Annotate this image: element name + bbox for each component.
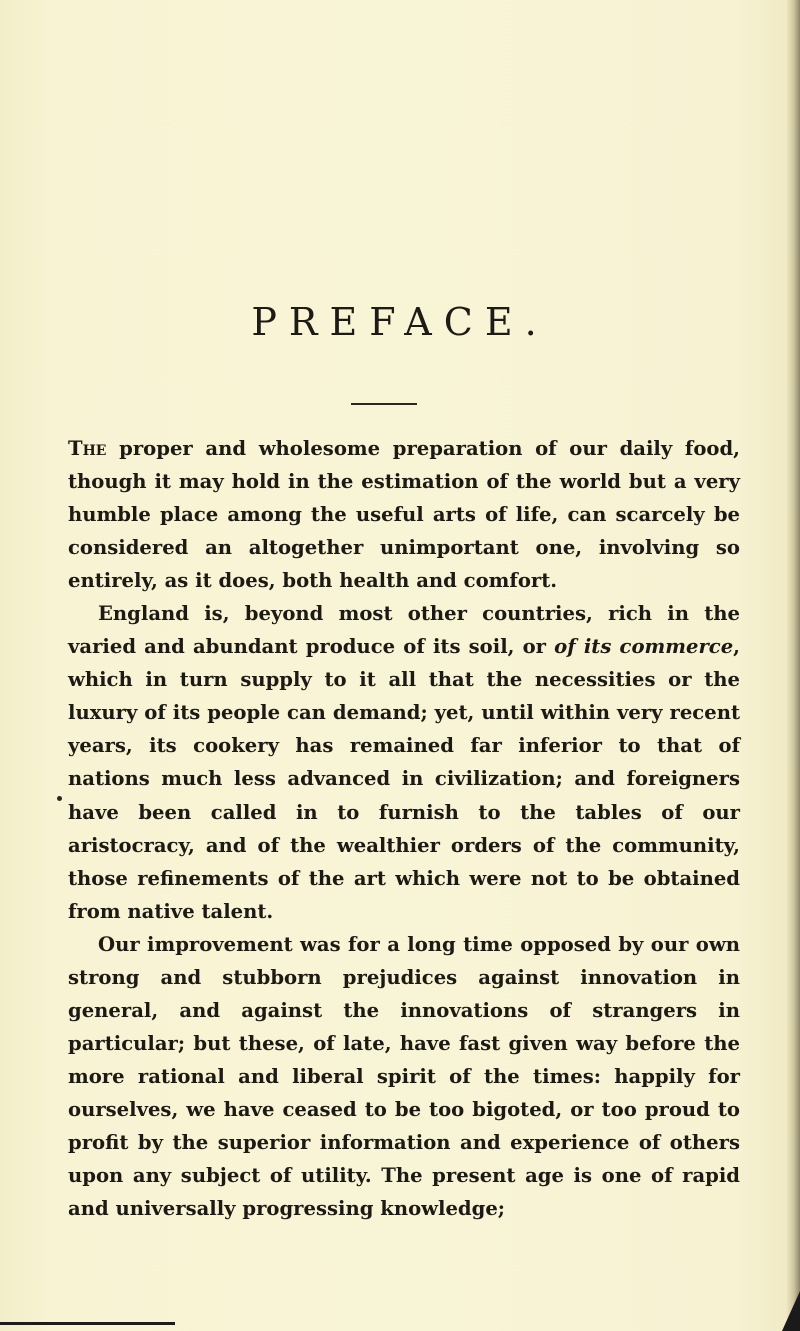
corner-mark <box>782 1291 800 1331</box>
page-edge-shadow <box>786 0 800 1331</box>
paragraph-1 <box>68 432 740 597</box>
paragraph-2-after: , which in turn supply to it all that the necessities or the luxury of its people can demand; yet, until within very recent years, its cookery has remained far inferior to that of nations much less advanced in civilization; and foreigners have been called in to furnish to the tables of our aristocracy, and of the wealthier orders of the community, those refinements of the art which were not to be obtained from native talent. <box>68 635 740 923</box>
paragraph-2-before: England is, beyond most other countries, rich in the varied and abundant produce of its soil, or <box>68 602 740 659</box>
paragraph-1-lead: The <box>68 437 107 460</box>
title-rule <box>351 403 417 405</box>
paragraph-2 <box>68 597 740 927</box>
ink-speck <box>57 796 62 801</box>
paragraph-2-italic: of its commerce <box>554 635 734 659</box>
bottom-edge-mark <box>0 1322 175 1325</box>
body-text <box>68 432 740 1225</box>
paragraph-1-text: proper and wholesome preparation of our daily food, though it may hold in the estimation of the world but a very humble place among the useful arts of life, can scarcely be considered an altogether unimportant one, involving so entirely, as it does, both health and comfort. <box>68 437 740 593</box>
page-title: PREFACE. <box>251 300 549 344</box>
paragraph-3 <box>68 928 740 1225</box>
paragraph-3-text: Our improvement was for a long time opposed by our own strong and stubborn prejudices against innovation in general, and against the innovations of strangers in particular; but these, of late, have fast given way before the more rational and liberal spirit of the times: happily for ourselves, we have ceased to be too bigoted, or too proud to profit by the superior information and experience of others upon any subject of utility. The present age is one of rapid and universally progressing knowledge; <box>68 932 740 1221</box>
